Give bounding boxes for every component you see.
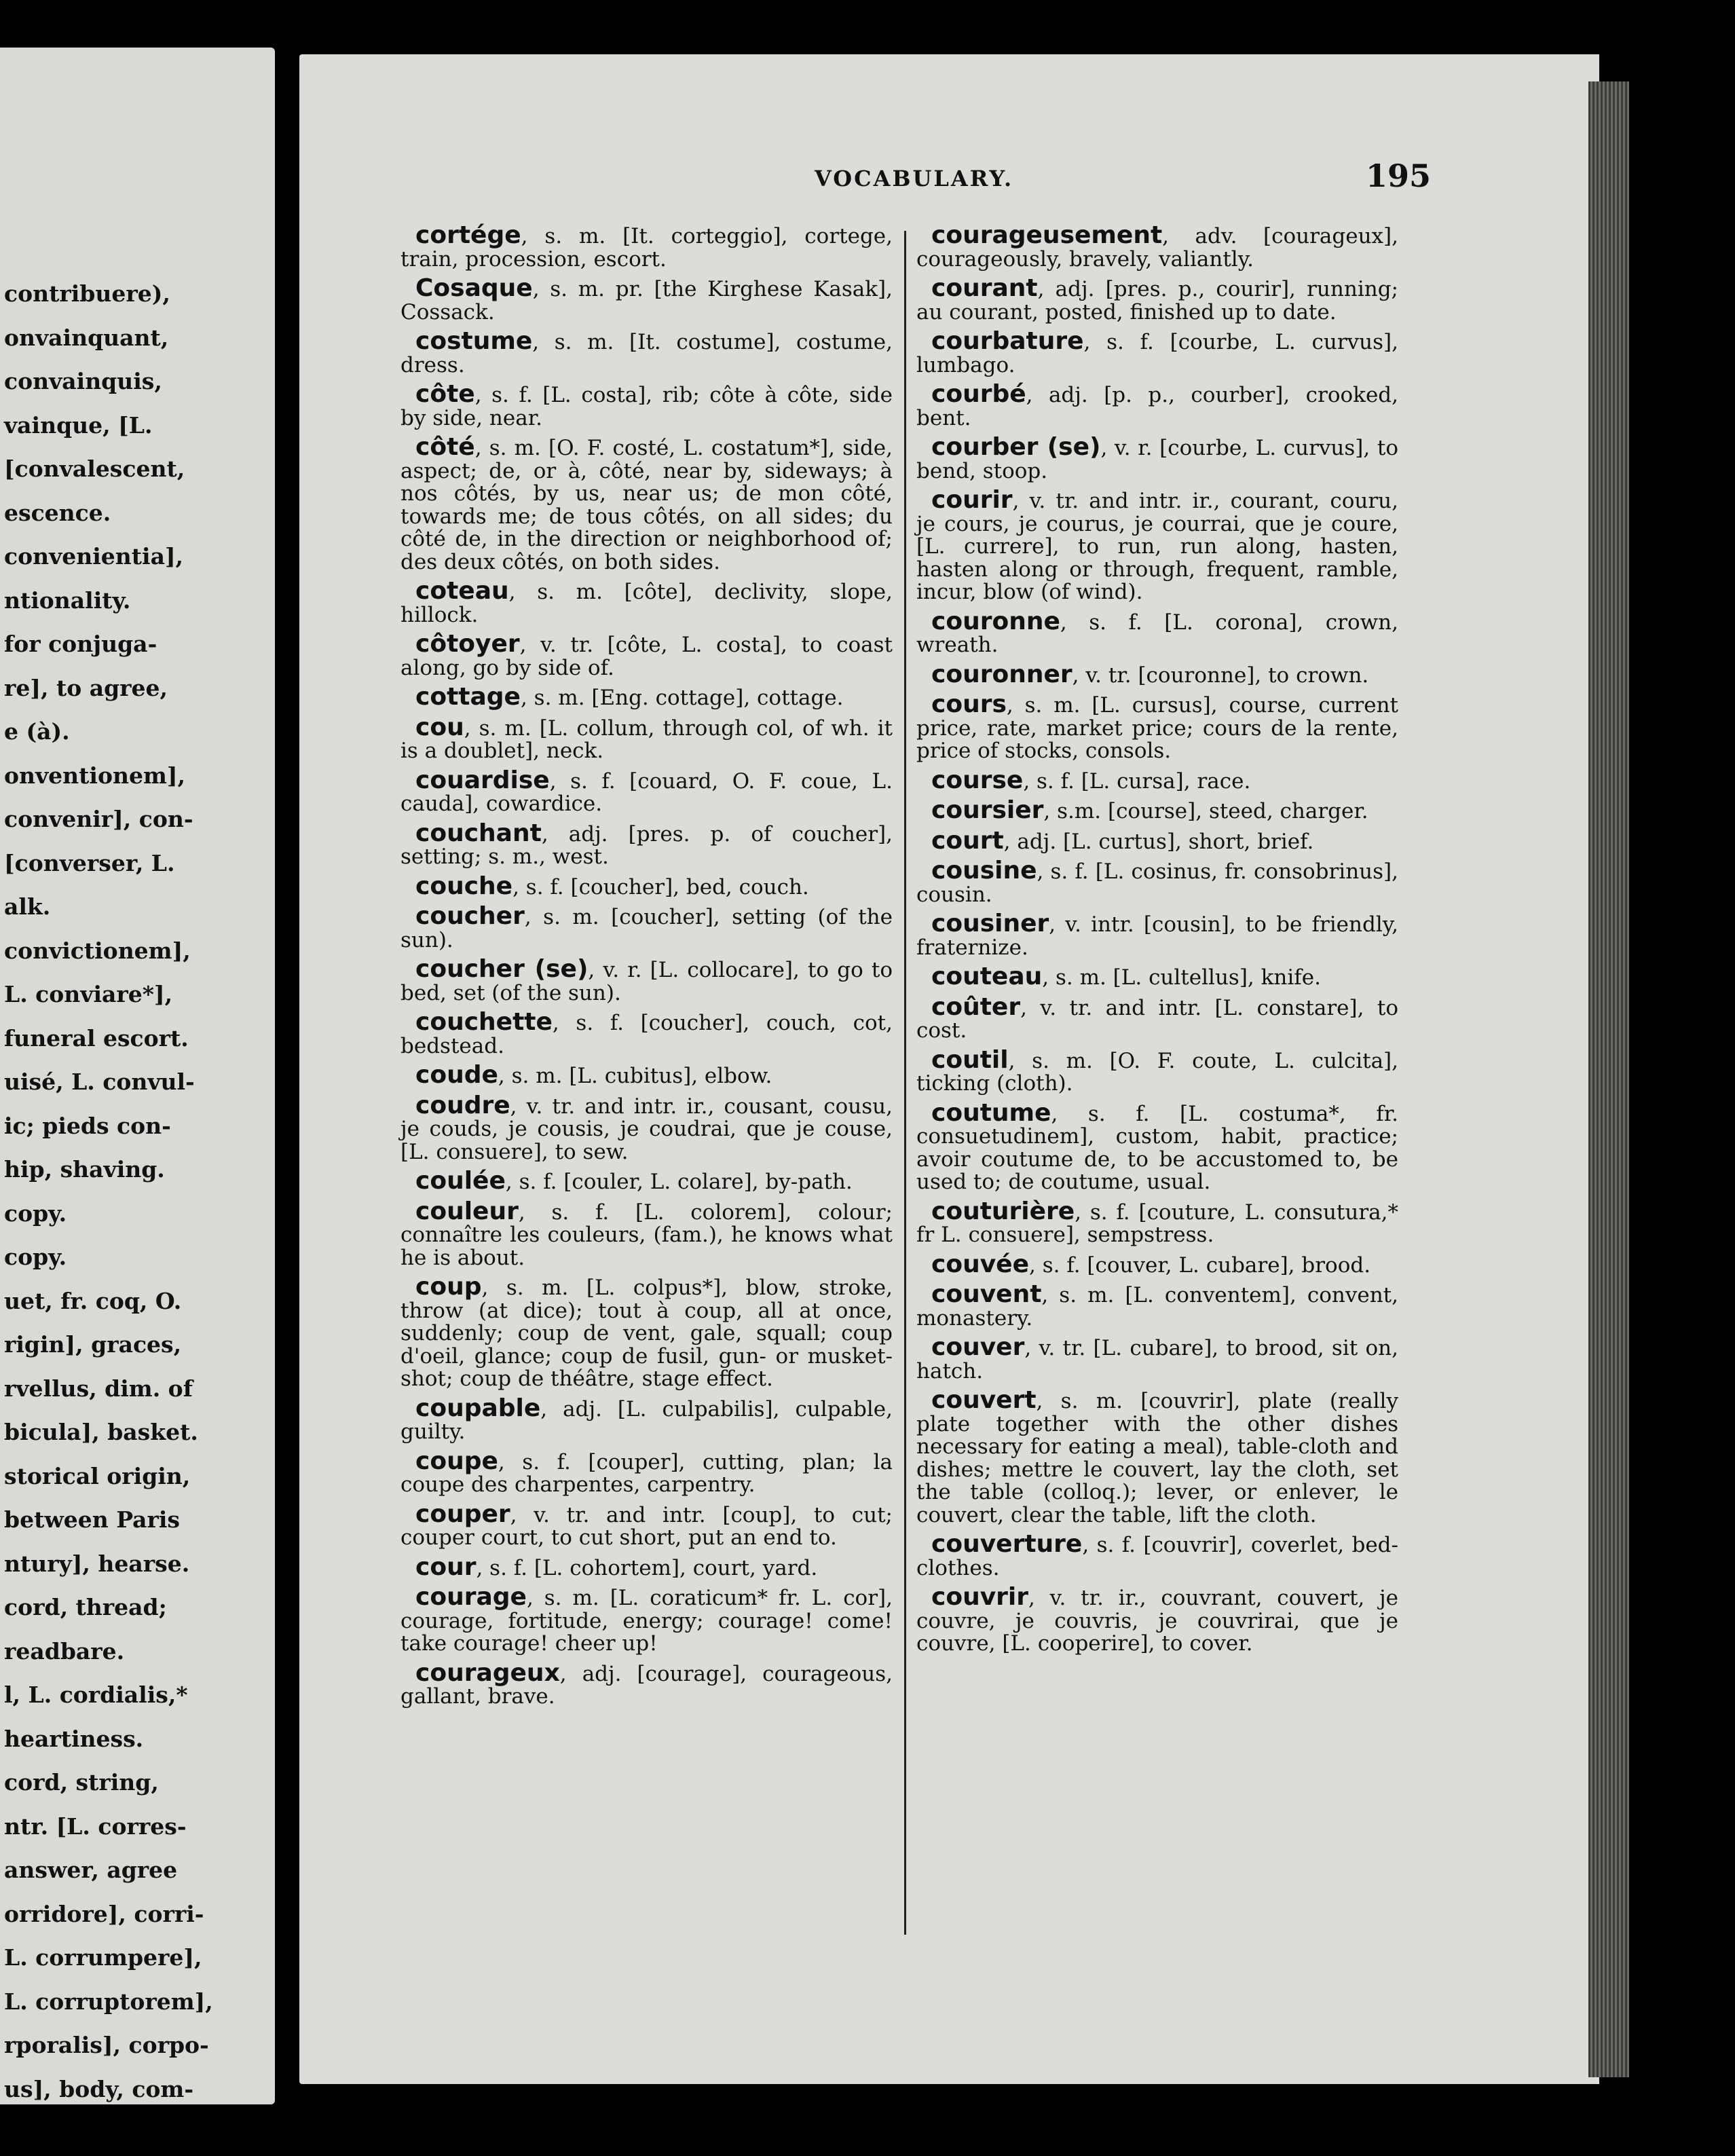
- left-page-line: storical origin,: [4, 1462, 191, 1489]
- left-page-line: l, L. cordialis,*: [4, 1681, 188, 1708]
- left-page-line: copy.: [4, 1244, 67, 1270]
- dictionary-entry: [916, 486, 1398, 604]
- definition: , adj. [L. curtus], short, brief.: [1003, 829, 1314, 854]
- headword: couronner: [931, 660, 1072, 688]
- dictionary-entry: [400, 683, 893, 711]
- definition: , v. tr. and intr. ir., cousant, cousu, je couds, je cousis, je coudrai, que je couse, [L. consuere], to sew.: [400, 1094, 893, 1164]
- definition: , s. m. [It. costume], costume, dress.: [400, 330, 893, 377]
- dictionary-entry: [400, 380, 893, 430]
- dictionary-entry: [400, 902, 893, 952]
- column-rule: [904, 231, 906, 1935]
- definition: , s. m. [L. colpus*], blow, stroke, throw (at dice); tout à coup, all at once, suddenly; coup de vent, gale, squall; coup d'oeil, glance; coup de fusil, gun- or musket-shot; coup de théâtre, stage effect.: [400, 1276, 893, 1391]
- headword: coucher (se): [415, 955, 589, 983]
- definition: , adj. [L. culpabilis], culpable, guilty.: [400, 1396, 893, 1444]
- dictionary-entry: [916, 1386, 1398, 1527]
- dictionary-entry: [916, 1197, 1398, 1247]
- dictionary-entry: [916, 221, 1398, 272]
- headword: côte: [415, 380, 475, 408]
- dictionary-entry: [916, 660, 1398, 688]
- definition: , s. f. [couard, O. F. coue, L. cauda], cowardice.: [400, 768, 893, 816]
- dictionary-entry: [400, 1394, 893, 1444]
- definition: , s. f. [coucher], bed, couch.: [512, 874, 809, 899]
- definition: , s. m. [L. collum, through col, of wh. it is a doublet], neck.: [400, 715, 893, 763]
- dictionary-entry: [916, 1583, 1398, 1656]
- dictionary-entry: [400, 1091, 893, 1164]
- page-edges: [1588, 81, 1629, 2077]
- headword: cortége: [415, 221, 521, 249]
- left-page-line: alk.: [4, 893, 51, 920]
- headword: courant: [931, 274, 1038, 302]
- definition: , v. tr. [couronne], to crown.: [1072, 663, 1369, 688]
- left-page-line: heartiness.: [4, 1725, 144, 1752]
- headword: cou: [415, 713, 464, 741]
- headword: coupable: [415, 1394, 541, 1422]
- book-gutter: [275, 41, 299, 2118]
- headword: courageux: [415, 1658, 560, 1687]
- left-page-line: ntury], hearse.: [4, 1550, 190, 1577]
- headword: cottage: [415, 683, 521, 711]
- headword: courageusement: [931, 221, 1163, 249]
- headword: couche: [415, 872, 513, 900]
- definition: , s. f. [L. corona], crown, wreath.: [916, 610, 1398, 657]
- left-page-line: readbare.: [4, 1637, 125, 1665]
- definition: , v. r. [L. collocare], to go to bed, set (of the sun).: [400, 958, 893, 1005]
- left-page-line: bicula], basket.: [4, 1419, 198, 1445]
- running-head: VOCABULARY.: [815, 166, 1014, 191]
- headword: coteau: [415, 577, 509, 605]
- definition: , v. tr. and intr. ir., courant, couru, je cours, je courus, je courrai, que je coure, [L. currere], to run, run along, hasten, hasten along or through, frequent, ramble, incur, blow (of wind).: [916, 489, 1398, 604]
- definition: , v. r. [courbe, L. curvus], to bend, stoop.: [916, 436, 1398, 483]
- dictionary-entry: [400, 1553, 893, 1581]
- definition: , s. f. [L. cursa], race.: [1023, 768, 1251, 794]
- dictionary-entry: [400, 274, 893, 324]
- left-page-line: e (à).: [4, 718, 70, 745]
- left-page-line: convictionem],: [4, 937, 191, 964]
- left-page-line: contribuere),: [4, 280, 170, 307]
- left-page-line: onventionem],: [4, 762, 185, 789]
- left-page-line: rvellus, dim. of: [4, 1375, 193, 1402]
- dictionary-entry: [916, 1333, 1398, 1383]
- left-page-line: L. conviare*],: [4, 981, 173, 1007]
- left-page-line: funeral escort.: [4, 1024, 189, 1052]
- dictionary-entry: [400, 872, 893, 900]
- definition: , s. f. [couver, L. cubare], brood.: [1029, 1252, 1371, 1278]
- definition: , s. m. [O. F. costé, L. costatum*], side, aspect; de, or à, côté, near by, sideways; à nos côtés, by us, near us; de mon côté, towards me; de tous côtés, on all sides; du côté de, in the direction or neighborhood of; des deux côtés, on both sides.: [400, 436, 893, 574]
- headword: courage: [415, 1583, 527, 1611]
- headword: couvrir: [931, 1583, 1029, 1611]
- headword: coursier: [931, 796, 1044, 824]
- left-page-line: us], body, com-: [4, 2075, 194, 2102]
- left-page-line: ntionality.: [4, 587, 131, 614]
- left-page-line: convenir], con-: [4, 806, 193, 832]
- definition: , adj. [p. p., courber], crooked, bent.: [916, 383, 1398, 430]
- dictionary-entry: [400, 1658, 893, 1709]
- definition: , adv. [courageux], courageously, bravely, valiantly.: [916, 224, 1398, 272]
- headword: courbature: [931, 327, 1084, 355]
- left-page-line: hip, shaving.: [4, 1156, 165, 1183]
- dictionary-entry: [916, 1280, 1398, 1331]
- headword: couturière: [931, 1197, 1075, 1225]
- dictionary-entry: [400, 1447, 893, 1497]
- left-page-line: convenientia],: [4, 543, 184, 570]
- definition: , s. f. [coucher], couch, cot, bedstead.: [400, 1011, 893, 1058]
- left-page-line: re], to agree,: [4, 674, 168, 701]
- definition: , adj. [pres. p. of coucher], setting; s. m., west.: [400, 821, 893, 869]
- definition: , s. m. [L. conventem], convent, monastery.: [916, 1283, 1398, 1331]
- dictionary-entry: [400, 819, 893, 869]
- headword: coutil: [931, 1045, 1009, 1074]
- definition: , s. f. [L. cohortem], court, yard.: [476, 1555, 818, 1580]
- definition: , s. f. [L. cosinus, fr. consobrinus], cousin.: [916, 859, 1398, 907]
- dictionary-entry: [916, 607, 1398, 657]
- left-page-line: convainquis,: [4, 368, 162, 394]
- left-page-line: answer, agree: [4, 1857, 178, 1883]
- headword: couronne: [931, 607, 1060, 635]
- headword: cousine: [931, 857, 1037, 885]
- left-page-line: cord, thread;: [4, 1594, 167, 1620]
- headword: cours: [931, 690, 1007, 718]
- dictionary-entry: [400, 713, 893, 763]
- dictionary-entry: [400, 1500, 893, 1550]
- headword: couardise: [415, 766, 550, 794]
- dictionary-entry: [400, 1167, 893, 1195]
- definition: , s. f. [L. colorem], colour; connaître les couleurs, (fam.), he knows what he is about.: [400, 1200, 893, 1270]
- dictionary-entry: [916, 826, 1398, 855]
- dictionary-entry: [916, 433, 1398, 483]
- headword: couleur: [415, 1197, 519, 1225]
- right-column: [916, 221, 1398, 1662]
- dictionary-entry: [916, 1530, 1398, 1580]
- left-page-line: vainque, [L.: [4, 411, 153, 439]
- headword: cousiner: [931, 910, 1049, 937]
- headword: Cosaque: [415, 274, 533, 302]
- dictionary-entry: [400, 1061, 893, 1089]
- headword: coudre: [415, 1091, 510, 1119]
- dictionary-entry: [916, 992, 1398, 1043]
- definition: , s. m. [It. corteggio], cortege, train, procession, escort.: [400, 224, 893, 272]
- definition: , s. m. [côte], declivity, slope, hillock.: [400, 580, 893, 627]
- definition: , adj. [pres. p., courir], running; au courant, posted, finished up to date.: [916, 277, 1398, 324]
- left-page-line: [converser, L.: [4, 849, 175, 876]
- headword: coupe: [415, 1447, 498, 1475]
- headword: couper: [415, 1500, 510, 1528]
- dictionary-entry: [400, 1197, 893, 1270]
- headword: coude: [415, 1061, 498, 1089]
- left-page-line: L. corrumpere],: [4, 1944, 202, 1971]
- dictionary-entry: [400, 766, 893, 816]
- dictionary-entry: [916, 1098, 1398, 1194]
- definition: , v. tr. [côte, L. costa], to coast along, go by side of.: [400, 633, 893, 680]
- headword: couver: [931, 1333, 1025, 1361]
- definition: , s. f. [L. costa], rib; côte à côte, side by side, near.: [400, 383, 893, 430]
- dictionary-entry: [400, 1273, 893, 1391]
- dictionary-entry: [400, 433, 893, 574]
- headword: courbé: [931, 380, 1026, 408]
- dictionary-entry: [916, 796, 1398, 824]
- left-page-line: [convalescent,: [4, 456, 185, 482]
- left-page-line: onvainquant,: [4, 324, 169, 351]
- dictionary-entry: [916, 380, 1398, 430]
- headword: couvée: [931, 1250, 1029, 1278]
- definition: , s. m. [couvrir], plate (really plate together with the other dishes necessary for eating a meal), table-cloth and dishes; mettre le couvert, lay the cloth, set the table (colloq.); lever, or enlever, le couvert, clear the table, lift the cloth.: [916, 1389, 1398, 1527]
- definition: , adj. [courage], courageous, gallant, brave.: [400, 1661, 893, 1709]
- headword: coûter: [931, 992, 1021, 1021]
- definition: , s. m. [coucher], setting (of the sun).: [400, 905, 893, 952]
- left-page-line: cord, string,: [4, 1769, 159, 1796]
- dictionary-entry: [400, 630, 893, 680]
- dictionary-entry: [400, 1008, 893, 1058]
- definition: , s. m. [L. cultellus], knife.: [1042, 965, 1321, 990]
- left-page: [0, 48, 275, 2104]
- dictionary-entry: [916, 766, 1398, 794]
- definition: , v. intr. [cousin], to be friendly, fraternize.: [916, 912, 1398, 960]
- dictionary-entry: [916, 274, 1398, 324]
- headword: couteau: [931, 963, 1043, 990]
- headword: couchant: [415, 819, 542, 847]
- definition: , s. f. [courbe, L. curvus], lumbago.: [916, 330, 1398, 377]
- headword: côtoyer: [415, 630, 520, 658]
- headword: courir: [931, 486, 1013, 514]
- definition: , s. m. [O. F. coute, L. culcita], ticking (cloth).: [916, 1048, 1398, 1096]
- definition: , s. f. [L. costuma*, fr. consuetudinem], custom, habit, practice; avoir coutume de, to be accustomed to, be used to; de coutume, usual.: [916, 1101, 1398, 1194]
- headword: coulée: [415, 1167, 506, 1195]
- left-page-line: rporalis], corpo-: [4, 2032, 209, 2058]
- dictionary-entry: [916, 912, 1398, 959]
- dictionary-entry: [916, 690, 1398, 763]
- headword: coup: [415, 1273, 482, 1301]
- dictionary-entry: [400, 955, 893, 1005]
- dictionary-entry: [400, 327, 893, 377]
- dictionary-entry: [400, 1583, 893, 1656]
- definition: , s. m. [L. cursus], course, current price, rate, market price; cours de la rente, price of stocks, consols.: [916, 693, 1398, 763]
- definition: , s. m. [Eng. cottage], cottage.: [520, 686, 844, 710]
- left-page-line: L. corruptorem],: [4, 1988, 213, 2015]
- dictionary-entry: [916, 1045, 1398, 1096]
- page-number: 195: [1366, 157, 1432, 194]
- headword: court: [931, 826, 1004, 855]
- headword: couverture: [931, 1530, 1083, 1558]
- dictionary-entry: [916, 859, 1398, 906]
- headword: course: [931, 766, 1024, 794]
- dictionary-entry: [916, 327, 1398, 377]
- dictionary-entry: [400, 577, 893, 627]
- definition: , s. m. pr. [the Kirghese Kasak], Cossack.: [400, 277, 893, 324]
- left-page-line: copy.: [4, 1200, 67, 1227]
- headword: couvert: [931, 1386, 1037, 1414]
- left-page-line: rigin], graces,: [4, 1331, 182, 1358]
- headword: coucher: [415, 902, 525, 930]
- headword: côté: [415, 433, 475, 461]
- definition: , v. tr. [L. cubare], to brood, sit on, hatch.: [916, 1336, 1398, 1383]
- definition: , s. f. [couvrir], coverlet, bed-clothes.: [916, 1533, 1398, 1580]
- headword: coutume: [931, 1098, 1051, 1127]
- left-column: [400, 221, 893, 1715]
- dictionary-entry: [916, 1250, 1398, 1278]
- definition: , s. f. [couture, L. consutura,* fr L. consuere], sempstress.: [916, 1200, 1398, 1247]
- definition: , v. tr. and intr. [coup], to cut; couper court, to cut short, put an end to.: [400, 1502, 893, 1550]
- left-page-line: uet, fr. coq, O.: [4, 1287, 182, 1314]
- definition: , s. m. [L. cubitus], elbow.: [498, 1064, 772, 1088]
- left-page-line: escence.: [4, 499, 111, 526]
- definition: , s.m. [course], steed, charger.: [1043, 799, 1368, 823]
- left-page-line: uisé, L. convul-: [4, 1068, 195, 1095]
- headword: cour: [415, 1553, 477, 1581]
- left-page-line: for conjuga-: [4, 631, 157, 657]
- headword: couchette: [415, 1008, 553, 1036]
- headword: courber (se): [931, 433, 1101, 461]
- definition: , s. f. [couper], cutting, plan; la coupe des charpentes, carpentry.: [400, 1449, 893, 1497]
- headword: costume: [415, 327, 533, 355]
- left-page-line: ntr. [L. corres-: [4, 1813, 187, 1840]
- definition: , v. tr. and intr. [L. constare], to cost.: [916, 995, 1398, 1043]
- definition: , s. m. [L. coraticum* fr. L. cor], courage, fortitude, energy; courage! come! take courage! cheer up!: [400, 1586, 893, 1656]
- headword: couvent: [931, 1280, 1042, 1308]
- dictionary-entry: [916, 965, 1398, 990]
- dictionary-entry: [400, 221, 893, 272]
- definition: , v. tr. ir., couvrant, couvert, je couvre, je couvris, je couvrirai, que je couvre, [L. cooperire], to cover.: [916, 1586, 1398, 1656]
- definition: , s. f. [couler, L. colare], by-path.: [505, 1170, 853, 1194]
- left-page-line: between Paris: [4, 1506, 181, 1533]
- left-page-line: orridore], corri-: [4, 1900, 204, 1927]
- left-page-line: ic; pieds con-: [4, 1112, 171, 1139]
